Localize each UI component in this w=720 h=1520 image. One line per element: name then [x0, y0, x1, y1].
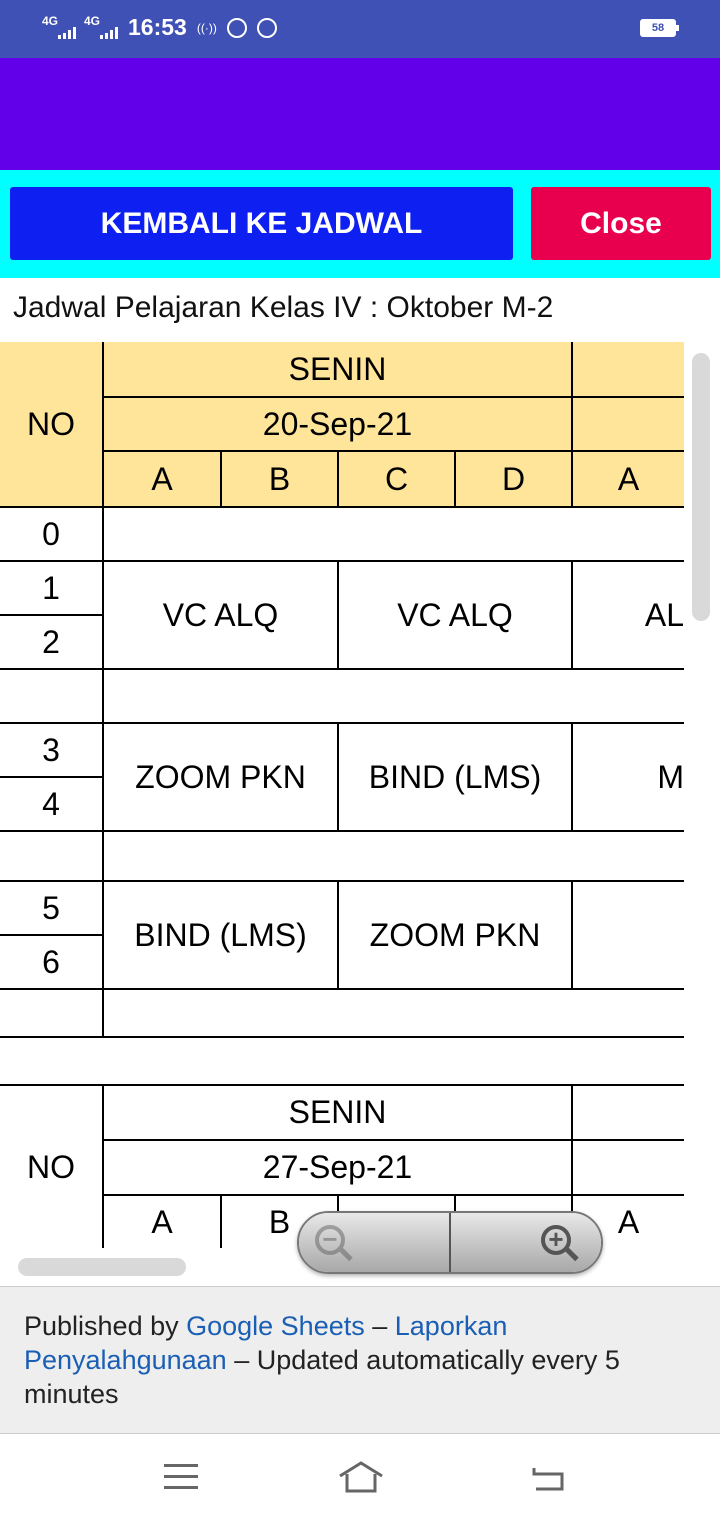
- document-title: Jadwal Pelajaran Kelas IV : Oktober M-2: [13, 291, 554, 324]
- vertical-scrollbar[interactable]: [692, 353, 710, 621]
- empty-subject-cell: [573, 882, 684, 990]
- period-cell: 5: [0, 882, 104, 936]
- empty-row: [104, 670, 684, 724]
- class-col-header: B: [222, 452, 339, 506]
- empty-period-cell: [0, 670, 104, 724]
- hotspot-icon: ((·)): [196, 20, 217, 35]
- subject-cell: BIND (LMS): [339, 724, 573, 832]
- empty-period-cell: [0, 832, 104, 882]
- class-col-header: C: [339, 452, 456, 506]
- class-col-header: D: [456, 452, 573, 506]
- date-header: 20-Sep-21: [104, 398, 573, 452]
- class-col-header: B: [222, 1196, 339, 1248]
- network-type-label: 4G: [42, 13, 59, 28]
- update-note: Updated automatically every 5 minutes: [24, 1345, 620, 1409]
- date-header-next: [573, 398, 684, 452]
- zoom-control: [297, 1211, 603, 1274]
- day-header: SENIN: [104, 342, 573, 398]
- back-icon[interactable]: [530, 1464, 566, 1492]
- subject-cell: ZOOM PKN: [339, 882, 573, 990]
- date-header-next: [573, 1141, 684, 1196]
- day-header-next: [573, 342, 684, 398]
- status-bar: [0, 0, 720, 58]
- period-cell: 2: [0, 616, 104, 670]
- publish-footer: [0, 1286, 720, 1434]
- class-col-header: A: [617, 1203, 640, 1240]
- no-header: NO: [0, 342, 104, 506]
- subject-cell: AL: [573, 562, 684, 670]
- close-button[interactable]: Close: [531, 187, 711, 260]
- menu-icon[interactable]: [164, 1464, 198, 1490]
- zoom-out-button[interactable]: [299, 1213, 449, 1272]
- signal-icon-2: [84, 15, 118, 41]
- whatsapp-icon-2: [257, 18, 277, 38]
- report-abuse-link[interactable]: Laporkan Penyalahgunaan: [24, 1311, 508, 1375]
- separator: –: [364, 1311, 395, 1341]
- clock: 16:53: [128, 14, 187, 40]
- period-cell: 1: [0, 562, 104, 616]
- system-nav-bar: [0, 1434, 720, 1520]
- whatsapp-icon: [227, 18, 247, 38]
- zoom-out-icon: −: [315, 1225, 345, 1255]
- period-cell: 3: [0, 724, 104, 778]
- signal-icon: [42, 15, 76, 41]
- app-header: [0, 58, 720, 170]
- back-to-schedule-button[interactable]: KEMBALI KE JADWAL: [10, 187, 513, 260]
- empty-row: [104, 506, 684, 562]
- subject-cell: VC ALQ: [339, 562, 573, 670]
- subject-cell: VC ALQ: [104, 562, 339, 670]
- zoom-in-icon: +: [541, 1225, 571, 1255]
- network-type-label-2: 4G: [84, 13, 101, 28]
- period-cell: 4: [0, 778, 104, 832]
- zoom-in-button[interactable]: [449, 1213, 601, 1272]
- published-by-text: Published by: [24, 1311, 187, 1341]
- no-header: NO: [0, 1086, 104, 1248]
- separator: –: [226, 1345, 257, 1375]
- date-header: 27-Sep-21: [104, 1141, 573, 1196]
- empty-row: [104, 832, 684, 882]
- class-col-header: A: [104, 452, 222, 506]
- home-icon[interactable]: [338, 1460, 384, 1494]
- day-header-next: [573, 1086, 684, 1141]
- day-header: SENIN: [104, 1086, 573, 1141]
- subject-cell: M: [573, 724, 684, 832]
- subject-cell: BIND (LMS): [104, 882, 339, 990]
- battery-icon: 58: [640, 19, 676, 37]
- period-cell: 0: [0, 506, 104, 562]
- spacer-row: [0, 1038, 684, 1086]
- class-col-header: A: [573, 452, 684, 506]
- footer-text: [24, 1309, 704, 1411]
- spreadsheet-view[interactable]: [0, 342, 684, 1248]
- period-cell: 6: [0, 936, 104, 990]
- empty-period-cell: [0, 990, 104, 1038]
- horizontal-scrollbar[interactable]: [18, 1258, 186, 1276]
- class-col-header: A: [104, 1196, 222, 1248]
- empty-row: [104, 990, 684, 1038]
- subject-cell: ZOOM PKN: [104, 724, 339, 832]
- google-sheets-link[interactable]: Google Sheets: [186, 1311, 365, 1341]
